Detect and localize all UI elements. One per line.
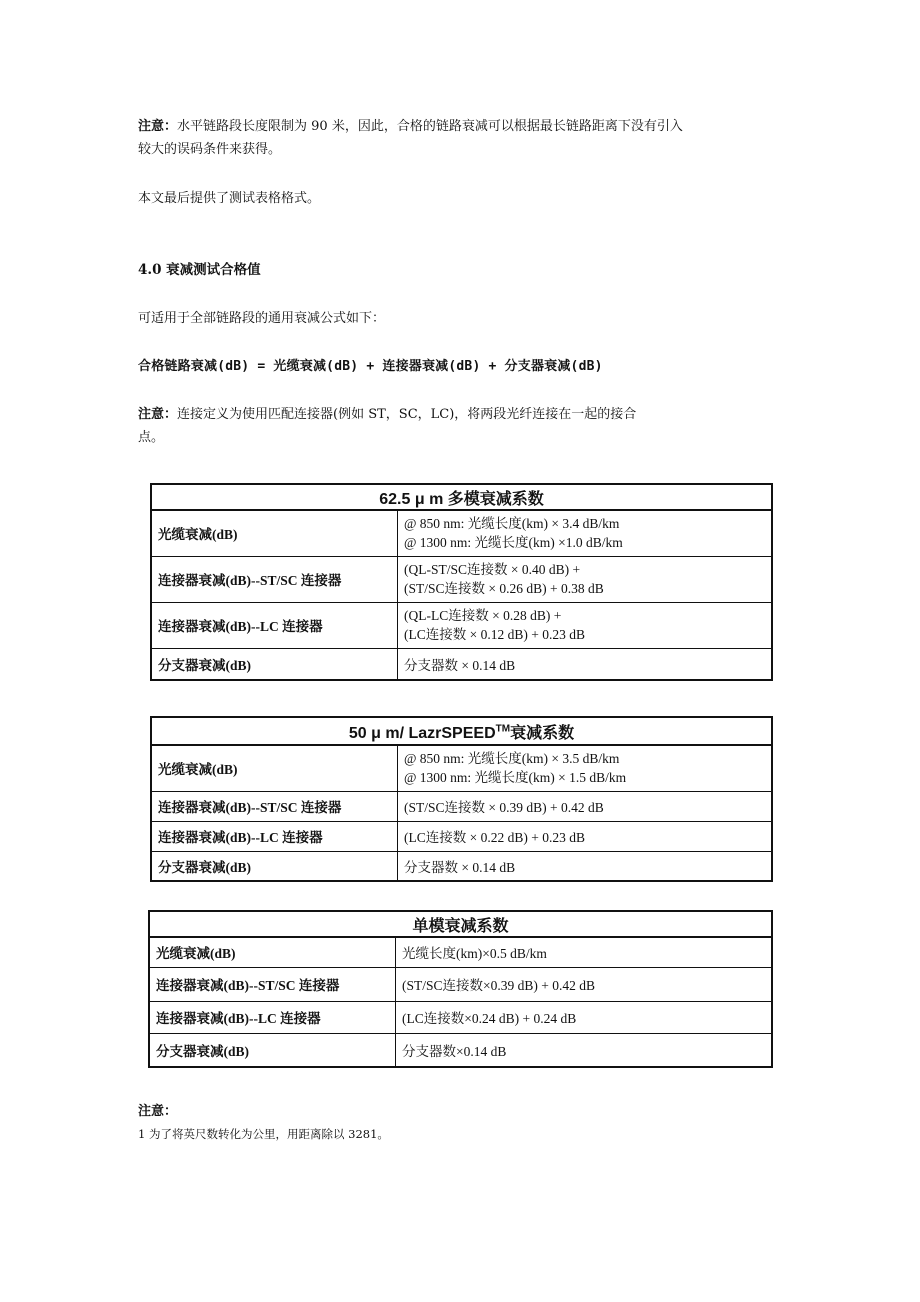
table-row	[151, 556, 772, 602]
row-value: 分支器数 × 0.14 dB	[398, 648, 773, 680]
trademark-mark: TM	[495, 723, 511, 735]
value-line: @ 1300 nm: 光缆长度(km) ×1.0 dB/km	[404, 535, 623, 551]
test-form-paragraph: 本文最后提供了测试表格格式。	[138, 191, 321, 206]
table-row	[149, 1033, 772, 1067]
row-value: (LC连接数×0.24 dB) + 0.24 dB	[396, 1001, 773, 1033]
row-value	[398, 602, 773, 648]
value-line: (QL-LC连接数 × 0.28 dB) +	[404, 608, 562, 623]
value-line: (ST/SC连接数 × 0.26 dB) + 0.38 dB	[404, 581, 604, 596]
row-label: 连接器衰减(dB)--LC 连接器	[151, 602, 398, 648]
row-value	[398, 556, 773, 602]
value-line: @ 1300 nm: 光缆长度(km) × 1.5 dB/km	[404, 770, 627, 786]
row-label: 连接器衰减(dB)--ST/SC 连接器	[151, 791, 398, 821]
note-text-line2: 较大的误码条件来获得。	[138, 142, 282, 157]
note-text-line1: 水平链路段长度限制为 90 米，因此，合格的链路衰减可以根据最长链路距离下没有引入	[177, 119, 683, 134]
multimode-62-5-table	[150, 483, 773, 681]
row-label: 连接器衰减(dB)--LC 连接器	[151, 821, 398, 851]
row-label: 分支器衰减(dB)	[149, 1033, 396, 1067]
row-label: 光缆衰减(dB)	[151, 510, 398, 556]
table-row	[149, 937, 772, 967]
row-label: 连接器衰减(dB)--ST/SC 连接器	[149, 967, 396, 1001]
table-title: 单模衰减系数	[149, 911, 772, 937]
value-line: @ 850 nm: 光缆长度(km) × 3.4 dB/km	[404, 516, 620, 532]
row-label: 光缆衰减(dB)	[149, 937, 396, 967]
multimode-50-lazrspeed-table	[150, 716, 773, 882]
row-label: 连接器衰减(dB)--ST/SC 连接器	[151, 556, 398, 602]
note-label: 注意：	[138, 119, 178, 134]
table-row	[151, 648, 772, 680]
table-title	[151, 717, 772, 745]
table-row	[151, 791, 772, 821]
table-row	[151, 851, 772, 881]
row-value: 分支器数 × 0.14 dB	[398, 851, 773, 881]
table-row	[151, 821, 772, 851]
attenuation-formula: 合格链路衰减(dB) = 光缆衰减(dB) + 连接器衰减(dB) + 分支器衰减(dB)	[138, 359, 603, 374]
connection-note	[138, 403, 788, 449]
note-text-line1: 连接定义为使用匹配连接器(例如 ST，SC，LC)，将两段光纤连接在一起的接合	[177, 407, 637, 422]
section-heading: 4.0 衰减测试合格值	[138, 262, 261, 278]
table-title: 62.5 μ m 多模衰减系数	[151, 484, 772, 510]
title-main: 50 μ m/ LazrSPEED	[348, 724, 496, 742]
row-label: 连接器衰减(dB)--LC 连接器	[149, 1001, 396, 1033]
row-label: 光缆衰减(dB)	[151, 745, 398, 791]
single-mode-table	[148, 910, 773, 1068]
table-row	[151, 510, 772, 556]
footer-note-label: 注意：	[138, 1104, 178, 1119]
value-line: (QL-ST/SC连接数 × 0.40 dB) +	[404, 562, 581, 577]
note-label: 注意：	[138, 407, 178, 422]
table-row	[149, 1001, 772, 1033]
value-line: @ 850 nm: 光缆长度(km) × 3.5 dB/km	[404, 751, 620, 767]
table-row	[149, 967, 772, 1001]
table-row	[151, 745, 772, 791]
row-value: 光缆长度(km)×0.5 dB/km	[396, 937, 773, 967]
row-value: 分支器数×0.14 dB	[396, 1033, 773, 1067]
row-label: 分支器衰减(dB)	[151, 648, 398, 680]
title-tail: 衰减系数	[510, 724, 575, 742]
row-label: 分支器衰减(dB)	[151, 851, 398, 881]
row-value	[398, 510, 773, 556]
table-row	[151, 602, 772, 648]
row-value: (LC连接数 × 0.22 dB) + 0.23 dB	[398, 821, 773, 851]
row-value: (ST/SC连接数 × 0.39 dB) + 0.42 dB	[398, 791, 773, 821]
intro-note	[138, 115, 788, 161]
footer-note-text: 1 为了将英尺数转化为公里，用距离除以 3281。	[138, 1127, 389, 1141]
value-line: (LC连接数 × 0.12 dB) + 0.23 dB	[404, 627, 585, 642]
row-value	[398, 745, 773, 791]
row-value: (ST/SC连接数×0.39 dB) + 0.42 dB	[396, 967, 773, 1001]
note-text-line2: 点。	[138, 430, 165, 445]
formula-intro: 可适用于全部链路段的通用衰减公式如下：	[138, 311, 386, 326]
